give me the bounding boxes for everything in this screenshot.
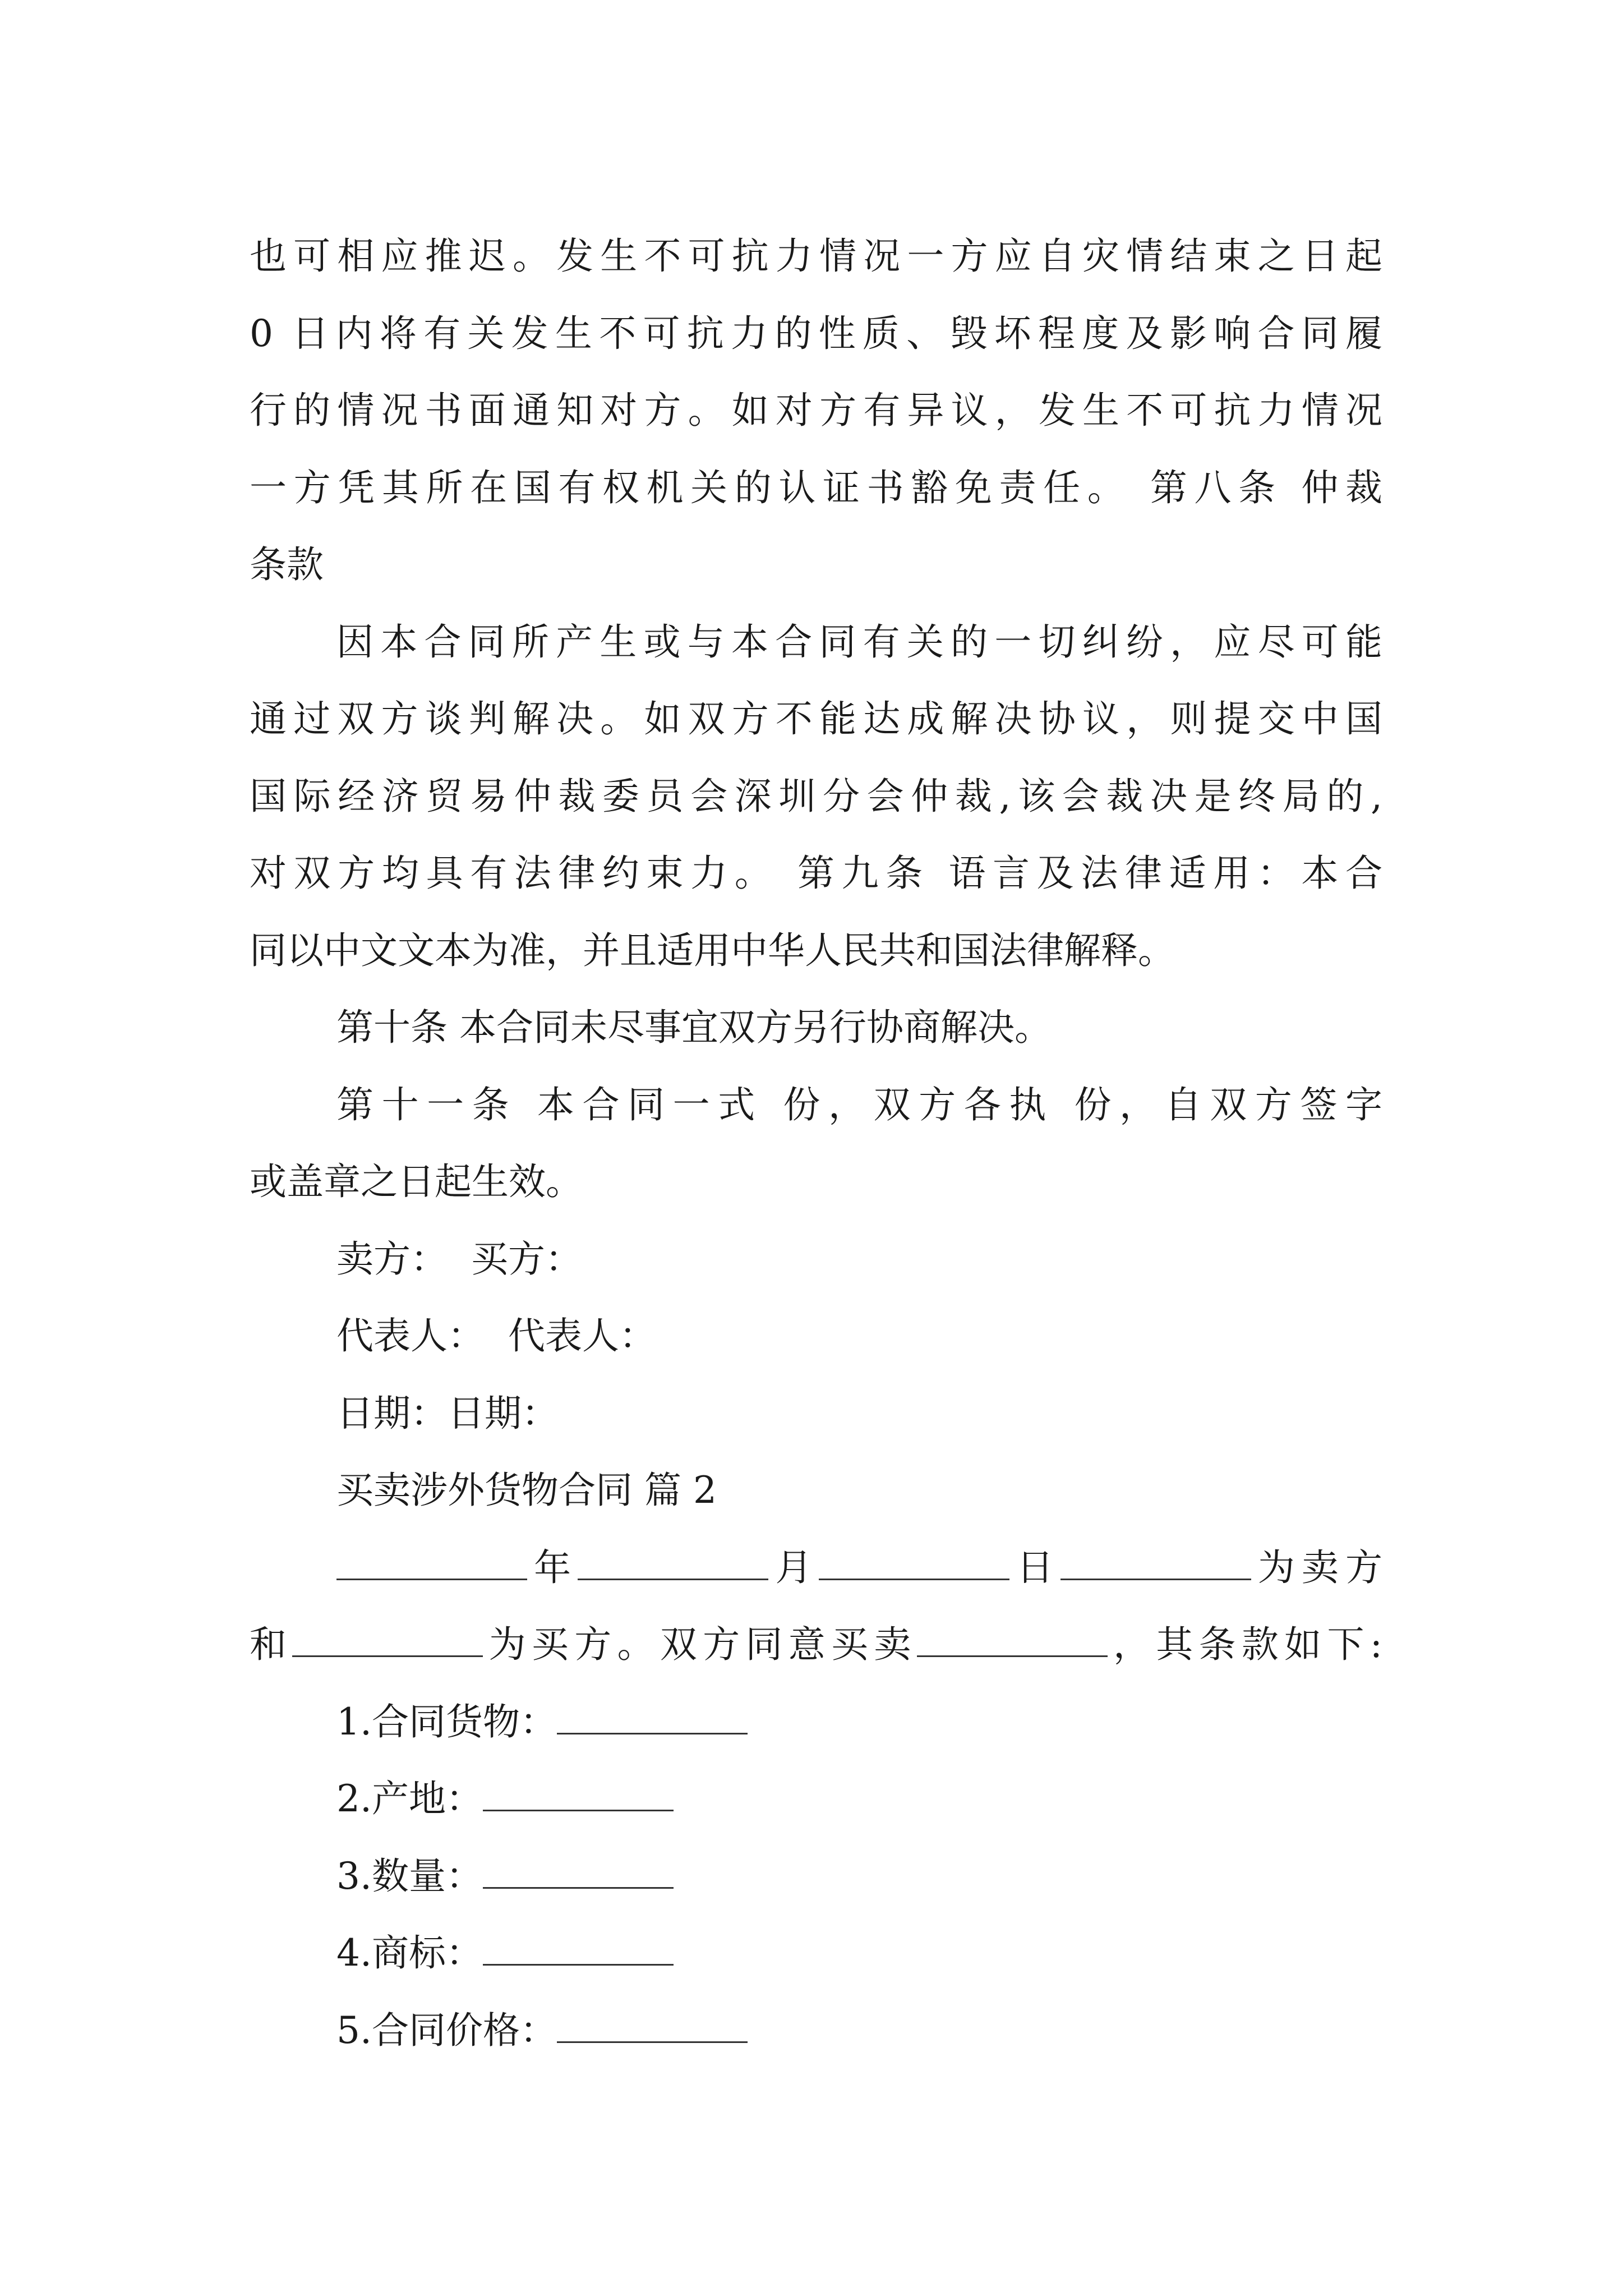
section-heading: 买卖涉外货物合同 篇 2 (336, 1469, 717, 1512)
paragraph-arbitration-start: 因本合同所产生或与本合同有关的一切纠纷，应尽可能 (336, 620, 1382, 664)
article-eleven: 第十一条 本合同一式 份，双方各执 份，自双方签字 (336, 1083, 1382, 1126)
contract-body (250, 218, 1382, 2069)
text-line: 国际经济贸易仲裁委员会深圳分会仲裁,该会裁决是终局的, (250, 774, 1382, 818)
article-ten: 第十条 本合同未尽事宜双方另行协商解决。 (336, 1006, 1052, 1049)
blank-field[interactable] (917, 1618, 1108, 1657)
blank-field[interactable] (1061, 1542, 1251, 1580)
text-line: 通过双方谈判解决。如双方不能达成解决协议，则提交中国 (250, 697, 1382, 740)
blank-field[interactable] (483, 1850, 674, 1889)
contract-date-line: 年 月 日 为卖方 (250, 1529, 1382, 1607)
item-quantity: 3.数量： (250, 1838, 1382, 1915)
item-goods: 1.合同货物： (250, 1683, 1382, 1761)
signature-parties: 卖方： 买方： (336, 1237, 582, 1281)
blank-field[interactable] (557, 1696, 748, 1734)
text-line: 也可相应推迟。发生不可抗力情况一方应自灾情结束之日起 (250, 234, 1382, 278)
blank-field[interactable] (292, 1618, 483, 1657)
blank-field[interactable] (483, 1773, 674, 1811)
blank-field[interactable] (336, 1542, 527, 1580)
contract-parties-line: 和 为买方。双方同意买卖 ，其条款如下: (250, 1606, 1382, 1683)
text-line: 一方凭其所在国有权机关的认证书豁免责任。 第八条 仲裁 (250, 466, 1382, 509)
item-price: 5.合同价格： (250, 1992, 1382, 2069)
signature-representatives: 代表人： 代表人： (336, 1314, 656, 1358)
text-line: 或盖章之日起生效。 (250, 1160, 583, 1203)
signature-dates: 日期：日期： (336, 1391, 559, 1435)
text-line: 0 日内将有关发生不可抗力的性质、毁坏程度及影响合同履 (250, 311, 1382, 355)
blank-field[interactable] (557, 2004, 748, 2043)
text-line: 行的情况书面通知对方。如对方有异议，发生不可抗力情况 (250, 389, 1382, 432)
item-trademark: 4.商标： (250, 1915, 1382, 1992)
blank-field[interactable] (819, 1542, 1009, 1580)
item-origin: 2.产地： (250, 1760, 1382, 1838)
text-line: 对双方均具有法律约束力。 第九条 语言及法律适用：本合 (250, 852, 1382, 895)
text-line: 条款 (250, 543, 324, 586)
blank-field[interactable] (483, 1927, 674, 1966)
text-line: 同以中文文本为准，并且适用中华人民共和国法律解释。 (250, 928, 1175, 972)
blank-field[interactable] (578, 1542, 768, 1580)
